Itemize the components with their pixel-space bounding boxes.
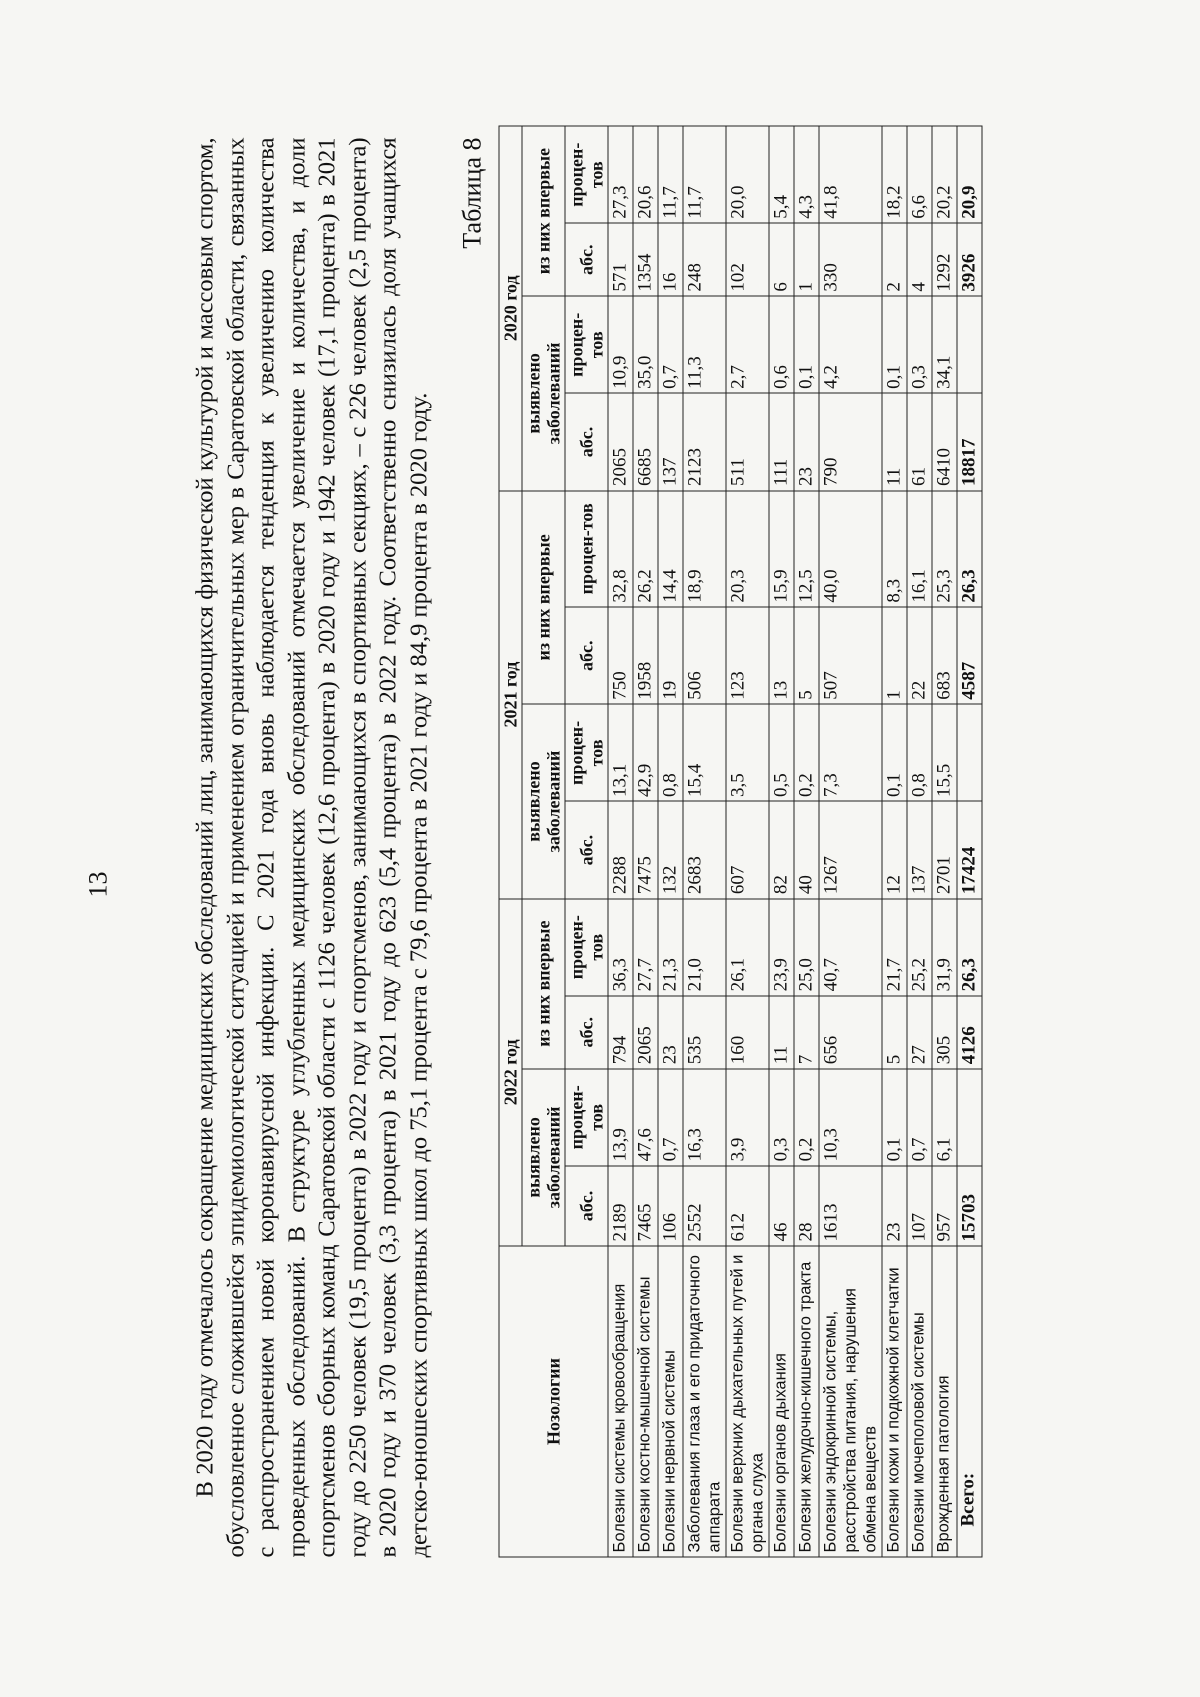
cell: 22 [907, 607, 932, 704]
cell: 2189 [608, 1165, 633, 1245]
header-percent: процен-тов [565, 704, 608, 801]
cell: 2,7 [726, 296, 769, 393]
cell: 13,1 [608, 704, 633, 801]
cell: 16 [658, 223, 683, 296]
cell: 32,8 [608, 490, 633, 607]
cell: 0,6 [769, 296, 794, 393]
header-detected-2020: выявлено заболеваний [522, 296, 565, 490]
cell: 794 [608, 995, 633, 1068]
cell: 5 [882, 995, 907, 1068]
cell: 8,3 [882, 490, 907, 607]
cell: 1267 [819, 801, 882, 898]
cell: 26,3 [957, 898, 982, 995]
cell: 21,0 [683, 898, 726, 995]
cell: 1 [794, 223, 819, 296]
cell: 46 [769, 1165, 794, 1245]
cell: 13 [769, 607, 794, 704]
cell: 21,3 [658, 898, 683, 995]
header-year-2020: 2020 год [499, 126, 522, 491]
cell: 26,2 [633, 490, 658, 607]
cell: 2065 [608, 393, 633, 490]
header-abs: абс. [565, 801, 608, 898]
row-label: Болезни нервной системы [658, 1246, 683, 1557]
cell: 2552 [683, 1165, 726, 1245]
cell [957, 1068, 982, 1165]
header-detected-2021: выявлено заболеваний [522, 704, 565, 898]
total-row [957, 126, 982, 1557]
cell: 0,7 [907, 1068, 932, 1165]
row-label: Заболевания глаза и его придаточного аппарата [683, 1246, 726, 1557]
row-label: Болезни органов дыхания [769, 1246, 794, 1557]
cell: 612 [726, 1165, 769, 1245]
cell: 11,7 [658, 126, 683, 223]
header-percent: процен-тов [565, 126, 608, 223]
header-percent: процен-тов [565, 1068, 608, 1165]
row-label: Болезни костно-мышечной системы [633, 1246, 658, 1557]
cell: 10,3 [819, 1068, 882, 1165]
cell: 0,5 [769, 704, 794, 801]
cell: 137 [907, 801, 932, 898]
cell: 40,0 [819, 490, 882, 607]
row-label: Болезни кожи и подкожной клетчатки [882, 1246, 907, 1557]
nosology-table [498, 125, 982, 1557]
cell: 5,4 [769, 126, 794, 223]
cell: 27 [907, 995, 932, 1068]
page-number: 13 [83, 871, 112, 897]
cell: 18,9 [683, 490, 726, 607]
table-row [932, 126, 957, 1557]
cell: 20,3 [726, 490, 769, 607]
cell: 507 [819, 607, 882, 704]
cell: 20,0 [726, 126, 769, 223]
cell: 47,6 [633, 1068, 658, 1165]
cell: 5 [794, 607, 819, 704]
cell: 6410 [932, 393, 957, 490]
table-row [794, 126, 819, 1557]
cell: 0,3 [907, 296, 932, 393]
cell: 34,1 [932, 296, 957, 393]
cell: 0,1 [882, 296, 907, 393]
table-row [608, 126, 633, 1557]
total-label: Всего: [957, 1246, 982, 1557]
cell: 13,9 [608, 1068, 633, 1165]
cell: 11,3 [683, 296, 726, 393]
cell: 0,8 [907, 704, 932, 801]
cell: 11 [769, 995, 794, 1068]
header-abs: абс. [565, 1165, 608, 1245]
cell: 21,7 [882, 898, 907, 995]
cell: 656 [819, 995, 882, 1068]
cell: 6 [769, 223, 794, 296]
cell: 27,3 [608, 126, 633, 223]
cell: 12,5 [794, 490, 819, 607]
cell [957, 296, 982, 393]
cell: 15,5 [932, 704, 957, 801]
cell: 330 [819, 223, 882, 296]
cell: 957 [932, 1165, 957, 1245]
cell: 2065 [633, 995, 658, 1068]
cell: 16,1 [907, 490, 932, 607]
header-percent: процен-тов [565, 898, 608, 995]
cell: 248 [683, 223, 726, 296]
cell: 31,9 [932, 898, 957, 995]
cell: 3,9 [726, 1068, 769, 1165]
header-abs: абс. [565, 223, 608, 296]
cell: 10,9 [608, 296, 633, 393]
cell: 15,4 [683, 704, 726, 801]
row-label: Болезни верхних дыхательных путей и органа слуха [726, 1246, 769, 1557]
cell: 4,3 [794, 126, 819, 223]
cell: 25,0 [794, 898, 819, 995]
table-row [907, 126, 932, 1557]
row-label: Болезни системы кровообращения [608, 1246, 633, 1557]
table-row [819, 126, 882, 1557]
cell: 20,9 [957, 126, 982, 223]
cell: 19 [658, 607, 683, 704]
cell: 35,0 [633, 296, 658, 393]
cell: 0,7 [658, 296, 683, 393]
cell: 2123 [683, 393, 726, 490]
header-abs: абс. [565, 995, 608, 1068]
table-row [726, 126, 769, 1557]
cell: 25,3 [932, 490, 957, 607]
cell: 20,2 [932, 126, 957, 223]
cell: 106 [658, 1165, 683, 1245]
cell: 15703 [957, 1165, 982, 1245]
cell: 123 [726, 607, 769, 704]
cell: 7,3 [819, 704, 882, 801]
cell: 2 [882, 223, 907, 296]
row-label: Болезни мочеполовой системы [907, 1246, 932, 1557]
header-abs: абс. [565, 607, 608, 704]
cell: 1292 [932, 223, 957, 296]
cell: 305 [932, 995, 957, 1068]
body-paragraph: В 2020 году отмечалось сокращение медицинских обследований лиц, занимающихся физической культурой и массовым спортом, обусловленное сложившейся эпидемиологической ситуацией и применением ограничительных мер в Саратовской области, связанных с распространением новой коронавирусной инфекции. С 2021 года вновь наблюдается тенденция к увеличению количества проведенных обследований. В структуре углубленных медицинских обследований отмечается увеличение и количества, и доли спортсменов сборных команд Саратовской области с 1126 человек (12,6 процента) в 2020 году и 1942 человек (17,1 процента) в 2021 году до 2250 человек (19,5 процента) в 2022 году и спортсменов, занимающихся в спортивных секциях, – с 226 человек (2,5 процента) в 2020 году и 370 человек (3,3 процента) в 2021 году до 623 (5,4 процента) в 2022 году. Соответственно снизилась доля учащихся детско-юношеских спортивных школ до 75,1 процента с 79,6 процента в 2021 году и 84,9 процента в 2020 году. [191, 137, 432, 1557]
cell: 571 [608, 223, 633, 296]
cell: 12 [882, 801, 907, 898]
table-row [882, 126, 907, 1557]
cell: 36,3 [608, 898, 633, 995]
cell: 20,6 [633, 126, 658, 223]
cell: 2288 [608, 801, 633, 898]
cell: 0,2 [794, 1068, 819, 1165]
cell: 82 [769, 801, 794, 898]
cell: 6,1 [932, 1068, 957, 1165]
cell: 160 [726, 995, 769, 1068]
header-percent: процен-тов [565, 296, 608, 393]
cell: 0,3 [769, 1068, 794, 1165]
header-year-2021: 2021 год [499, 490, 522, 898]
cell: 4126 [957, 995, 982, 1068]
cell: 17424 [957, 801, 982, 898]
cell: 23 [794, 393, 819, 490]
cell: 1 [882, 607, 907, 704]
cell: 3,5 [726, 704, 769, 801]
cell: 4587 [957, 607, 982, 704]
cell: 511 [726, 393, 769, 490]
cell: 18817 [957, 393, 982, 490]
cell: 0,1 [882, 1068, 907, 1165]
row-label: Болезни эндокринной системы, расстройства питания, нарушения обмена веществ [819, 1246, 882, 1557]
cell: 1613 [819, 1165, 882, 1245]
cell: 40,7 [819, 898, 882, 995]
cell: 11 [882, 393, 907, 490]
cell: 4 [907, 223, 932, 296]
cell: 26,3 [957, 490, 982, 607]
cell: 2701 [932, 801, 957, 898]
cell: 1354 [633, 223, 658, 296]
cell: 7465 [633, 1165, 658, 1245]
table-row [683, 126, 726, 1557]
cell: 61 [907, 393, 932, 490]
table-row [658, 126, 683, 1557]
cell: 41,8 [819, 126, 882, 223]
header-first-time-2020: из них впервые [522, 126, 565, 296]
cell: 2683 [683, 801, 726, 898]
header-first-time-2022: из них впервые [522, 898, 565, 1068]
cell: 535 [683, 995, 726, 1068]
cell: 14,4 [658, 490, 683, 607]
cell: 102 [726, 223, 769, 296]
cell: 750 [608, 607, 633, 704]
cell: 40 [794, 801, 819, 898]
cell: 111 [769, 393, 794, 490]
header-abs: абс. [565, 393, 608, 490]
cell [957, 704, 982, 801]
header-nosology: Нозологии [499, 1246, 608, 1557]
cell: 683 [932, 607, 957, 704]
cell: 6,6 [907, 126, 932, 223]
cell: 6685 [633, 393, 658, 490]
row-label: Врожденная патология [932, 1246, 957, 1557]
cell: 132 [658, 801, 683, 898]
header-first-time-2021: из них впервые [522, 490, 565, 704]
cell: 23 [882, 1165, 907, 1245]
cell: 0,7 [658, 1068, 683, 1165]
table-caption: Таблица 8 [457, 137, 486, 249]
cell: 3926 [957, 223, 982, 296]
cell: 23 [658, 995, 683, 1068]
cell: 107 [907, 1165, 932, 1245]
cell: 0,1 [794, 296, 819, 393]
cell: 42,9 [633, 704, 658, 801]
cell: 7 [794, 995, 819, 1068]
cell: 11,7 [683, 126, 726, 223]
cell: 790 [819, 393, 882, 490]
cell: 23,9 [769, 898, 794, 995]
cell: 607 [726, 801, 769, 898]
cell: 0,8 [658, 704, 683, 801]
cell: 0,2 [794, 704, 819, 801]
cell: 25,2 [907, 898, 932, 995]
cell: 506 [683, 607, 726, 704]
cell: 26,1 [726, 898, 769, 995]
table-row [633, 126, 658, 1557]
cell: 4,2 [819, 296, 882, 393]
cell: 16,3 [683, 1068, 726, 1165]
cell: 1958 [633, 607, 658, 704]
cell: 0,1 [882, 704, 907, 801]
header-year-2022: 2022 год [499, 898, 522, 1245]
table-row [769, 126, 794, 1557]
row-label: Болезни желудочно-кишечного тракта [794, 1246, 819, 1557]
header-percent: процен-тов [565, 490, 608, 607]
cell: 137 [658, 393, 683, 490]
cell: 28 [794, 1165, 819, 1245]
cell: 18,2 [882, 126, 907, 223]
header-detected-2022: выявлено заболеваний [522, 1068, 565, 1245]
cell: 7475 [633, 801, 658, 898]
cell: 27,7 [633, 898, 658, 995]
cell: 15,9 [769, 490, 794, 607]
